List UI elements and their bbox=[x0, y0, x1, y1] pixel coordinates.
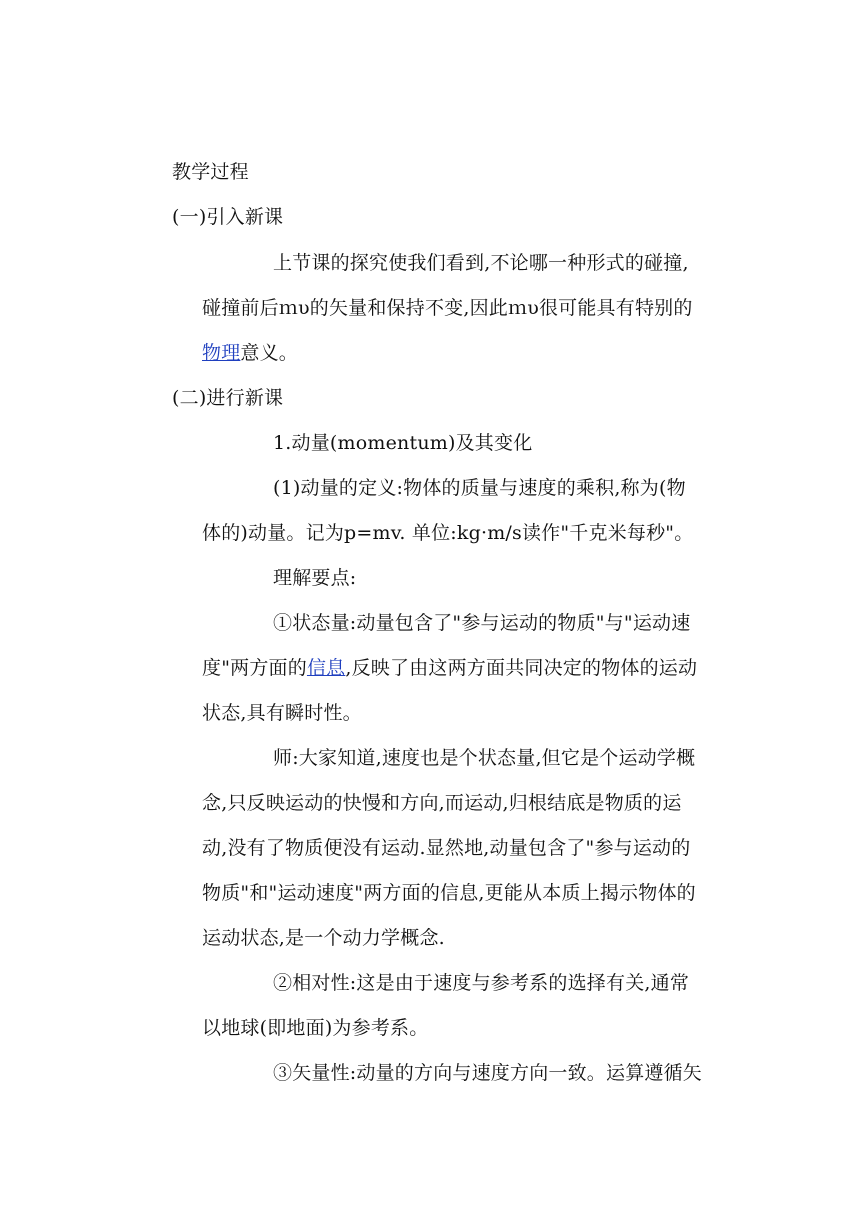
section-title-new-lesson: (二)进行新课 bbox=[172, 387, 284, 409]
point-2-line-1: ②相对性:这是由于速度与参考系的选择有关,通常 bbox=[273, 972, 690, 994]
intro-paragraph-line-1: 上节课的探究使我们看到,不论哪一种形式的碰撞, bbox=[273, 252, 689, 274]
point-1-line-1: ①状态量:动量包含了"参与运动的物质"与"运动速 bbox=[273, 612, 691, 634]
physics-link[interactable]: 物理 bbox=[202, 342, 241, 364]
intro-paragraph-line-2: 碰撞前后ｍυ的矢量和保持不变,因此ｍυ很可能具有特别的 bbox=[202, 297, 693, 319]
subsection-momentum-title: 1.动量(momentum)及其变化 bbox=[273, 432, 533, 454]
intro-paragraph-line-3-text: 意义。 bbox=[240, 342, 299, 364]
section-title-intro: (一)引入新课 bbox=[172, 206, 284, 228]
point-1-line-2 bbox=[202, 656, 697, 680]
key-points-label: 理解要点: bbox=[273, 567, 357, 589]
point-1-line-2-after: ,反映了由这两方面共同决定的物体的运动 bbox=[345, 657, 698, 679]
teacher-line-2: 念,只反映运动的快慢和方向,而运动,归根结底是物质的运 bbox=[202, 792, 682, 814]
document-heading: 教学过程 bbox=[172, 161, 249, 183]
definition-line-2: 体的)动量。记为p=mv. 单位:kg·m/s读作"千克米每秒"。 bbox=[202, 522, 694, 544]
definition-line-1: (1)动量的定义:物体的质量与速度的乘积,称为(物 bbox=[273, 477, 686, 499]
point-1-line-3: 状态,具有瞬时性。 bbox=[202, 702, 362, 724]
information-link[interactable]: 信息 bbox=[306, 657, 346, 679]
teacher-line-5: 运动状态,是一个动力学概念. bbox=[202, 927, 445, 949]
intro-paragraph-line-3 bbox=[202, 341, 298, 365]
point-2-line-2: 以地球(即地面)为参考系。 bbox=[202, 1017, 429, 1039]
point-3-line-1: ③矢量性:动量的方向与速度方向一致。运算遵循矢 bbox=[273, 1062, 703, 1084]
point-1-line-2-before: 度"两方面的 bbox=[202, 657, 307, 679]
teacher-line-1: 师:大家知道,速度也是个状态量,但它是个运动学概 bbox=[273, 747, 696, 769]
teacher-line-4: 物质"和"运动速度"两方面的信息,更能从本质上揭示物体的 bbox=[202, 882, 696, 904]
teacher-line-3: 动,没有了物质便没有运动.显然地,动量包含了"参与运动的 bbox=[202, 837, 691, 859]
